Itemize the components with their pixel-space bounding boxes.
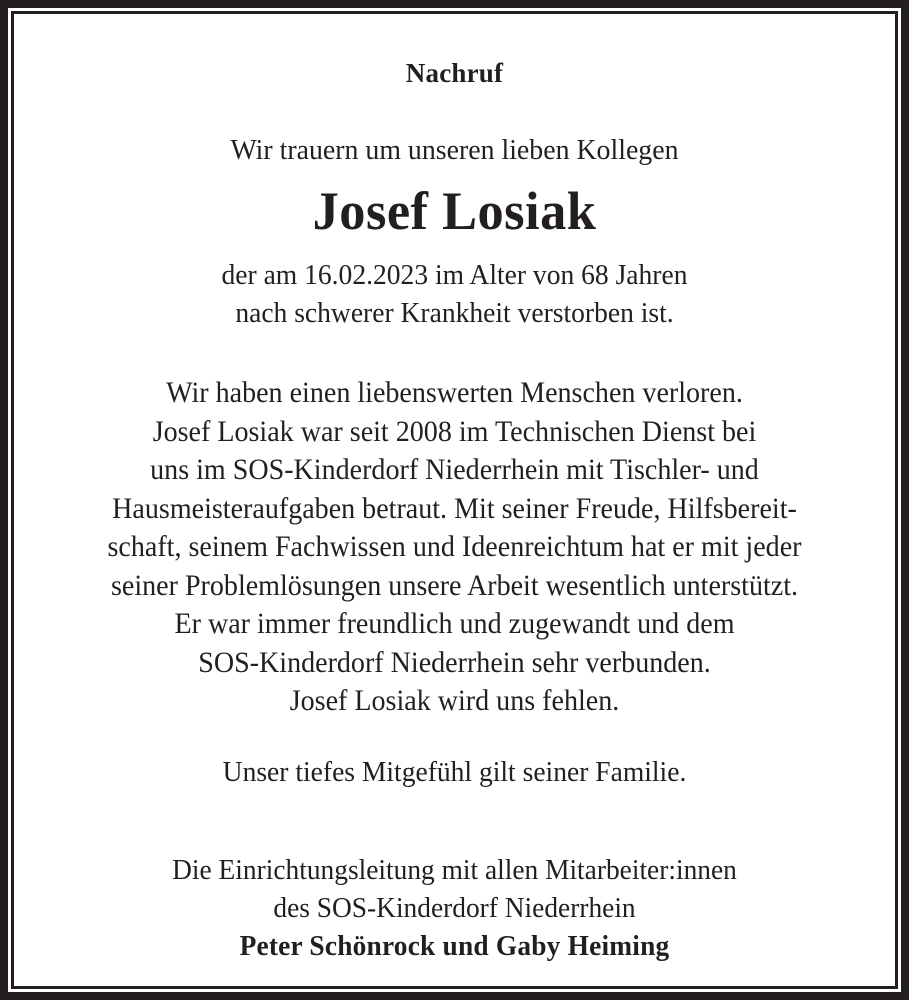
frame-inner-rule: [11, 11, 898, 989]
passing-details: [57, 256, 852, 332]
passing-line: der am 16.02.2023 im Alter von 68 Jahren: [221, 259, 688, 291]
tribute-line: seiner Problemlösungen unsere Arbeit wesentlich unterstützt.: [110, 568, 799, 602]
tribute-line: schaft, seinem Fachwissen und Ideenreichtum hat er mit jeder: [107, 530, 802, 563]
signoff-organization-line: Die Einrichtungsleitung mit allen Mitarbeiter:innen: [172, 853, 737, 886]
tribute-line: SOS-Kinderdorf Niederrhein sehr verbunden.: [198, 645, 711, 679]
condolence-statement: Unser tiefes Mitgefühl gilt seiner Familie.: [222, 755, 687, 788]
tribute-line: Hausmeisteraufgaben betraut. Mit seiner Freude, Hilfsbereit-: [112, 491, 797, 525]
obituary-content: [14, 14, 895, 986]
passing-line: nach schwerer Krankheit verstorben ist.: [235, 297, 674, 329]
frame-white-gap: [8, 8, 901, 992]
signoff-organization-line: des SOS-Kinderdorf Niederrhein: [273, 891, 636, 924]
deceased-name: Josef Losiak: [312, 181, 597, 241]
tribute-line: Josef Losiak wird uns fehlen.: [289, 684, 620, 717]
tribute-line: Er war immer freundlich und zugewandt und dem: [174, 607, 735, 640]
tribute-line: uns im SOS-Kinderdorf Niederrhein mit Tischler- und: [150, 453, 759, 486]
signoff-signers: Peter Schönrock und Gaby Heiming: [239, 929, 670, 962]
mourning-statement: Wir trauern um unseren lieben Kollegen: [230, 134, 679, 166]
notice-heading: Nachruf: [405, 58, 504, 88]
signoff-block: [59, 851, 850, 965]
tribute-line: Wir haben einen liebenswerten Menschen verloren.: [166, 376, 743, 409]
tribute-line: Josef Losiak war seit 2008 im Technischen Dienst bei: [152, 414, 757, 448]
tribute-paragraph: [63, 374, 846, 721]
